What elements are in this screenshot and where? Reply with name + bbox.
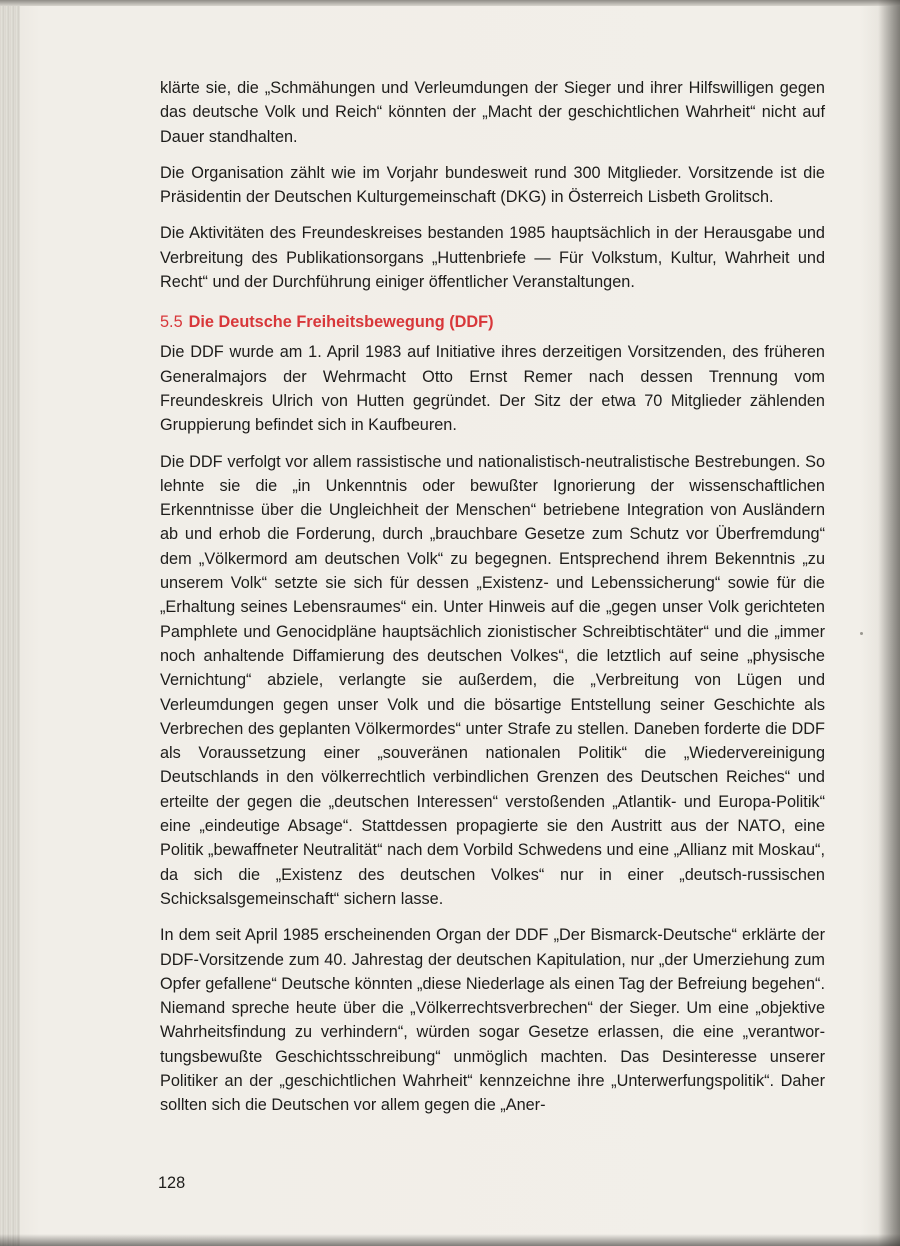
page-body <box>160 76 825 1130</box>
section-number: 5.5 <box>160 313 183 332</box>
book-spine-edge <box>0 0 20 1246</box>
page-number: 128 <box>158 1174 186 1192</box>
paragraph-4: Die DDF wurde am 1. April 1983 auf Initiative ihres derzeitigen Vorsitzenden, des früheren Generalmajors der Wehrmacht Otto Ernst Remer nach dessen Trennung vom Freundeskreis Ulrich von Hutten gegründet. Der Sitz der etwa 70 Mitglieder zählenden Gruppierung befindet sich in Kaufbeuren. <box>160 343 825 435</box>
paragraph-3: Die Aktivitäten des Freundeskreises bestanden 1985 hauptsächlich in der Herausgabe und Verbreitung des Publikationsorgans „Huttenbriefe — Für Volkstum, Kultur, Wahrheit und Recht“ und der Durchführung einiger öffentlicher Veranstaltungen. <box>160 224 825 292</box>
paragraph-2: Die Organisation zählt wie im Vorjahr bundesweit rund 300 Mitglieder. Vorsitzende ist die Präsidentin der Deutschen Kulturgemeinschaft (DKG) in Österreich Lisbeth Grolitsch. <box>160 163 825 207</box>
paragraph-5: Die DDF verfolgt vor allem rassistische und nationalistisch-neutralistische Bestrebungen. So lehnte sie die „in Unkenntnis oder bewußter Ignorierung der wissenschaftlichen Erkenntnisse über die Ungleichheit der Menschen“ betriebene Integration von Ausländern ab und erhob die Forderung, durch „brauchbare Gesetze zum Schutz vor Überfremdung“ dem „Völkermord am deutschen Volk“ zu begegnen. Entsprechend ihrem Bekenntnis „zu unserem Volk“ setzte sie sich für dessen „Existenz- und Lebenssicherung“ sowie für die „Erhaltung seines Lebensraumes“ ein. Unter Hinweis auf die „gegen unser Volk gerichteten Pamphlete und Genocidpläne hauptsächlich zionistischer Schreibtischtäter“ und die „immer noch anhaltende Diffamierung des deutschen Volkes“, die letztlich auf seine „physische Vernichtung“ abziele, verlangte sie außerdem, die „Verbreitung von Lügen und Verleumdungen gegen unser Volk und die bösartige Entstellung seiner Geschichte als Verbrechen des geplanten Völkermordes“ unter Strafe zu stellen. Daneben forderte die DDF als Voraussetzung einer „souveränen nationalen Politik“ die „Wiedervereinigung Deutschlands in den völkerrechtlich verbindlichen Grenzen des Deutschen Reiches“ und erteilte der gegen die „deutschen Interessen“ verstoßenden „Atlantik- und Europa-Politik“ eine „eindeutige Absage“. Stattdessen propagierte sie den Austritt aus der NATO, eine Politik „bewaffneter Neutralität“ nach dem Vorbild Schwedens und eine „Allianz mit Moskau“, da sich die „Existenz des deutschen Volkes“ nur in einer „deutsch-russischen Schicksalsgemeinschaft“ sichern lasse. <box>160 452 825 908</box>
right-edge-shadow <box>878 0 900 1246</box>
section-title: Die Deutsche Freiheitsbewegung (DDF) <box>188 313 494 332</box>
paragraph-6: In dem seit April 1985 erscheinenden Organ der DDF „Der Bismarck-Deutsche“ erklärte der DDF-Vorsitzende zum 40. Jahrestag der deutschen Kapitulation, nur „der Umerziehung zum Opfer gefallene“ Deutsche könnten „diese Niederlage als einen Tag der Befreiung begehen“. Niemand spreche heute über die „Völkerrechtsverbrechen“ der Sieger. Um eine „objektive Wahrheitsfindung zu verhindern“, würden sogar Gesetze erlassen, die eine „verantwortungsbewußte Geschichtsschreibung“ unmöglich machten. Das Desinteresse unserer Politiker an der „geschichtlichen Wahrheit“ kennzeichne ihre „Unterwerfungspolitik“. Daher sollten sich die Deutschen vor allem gegen die „Aner- <box>160 926 825 1115</box>
bottom-edge-shadow <box>0 1234 900 1246</box>
section-heading <box>160 310 825 334</box>
paragraph-1: klärte sie, die „Schmähungen und Verleumdungen der Sieger und ihrer Hilfswilligen gegen das deutsche Volk und Reich“ könnten der „Macht der geschichtlichen Wahrheit“ nicht auf Dauer standhalten. <box>160 79 825 146</box>
paper-speck <box>860 632 863 635</box>
top-edge-shadow <box>0 0 900 6</box>
